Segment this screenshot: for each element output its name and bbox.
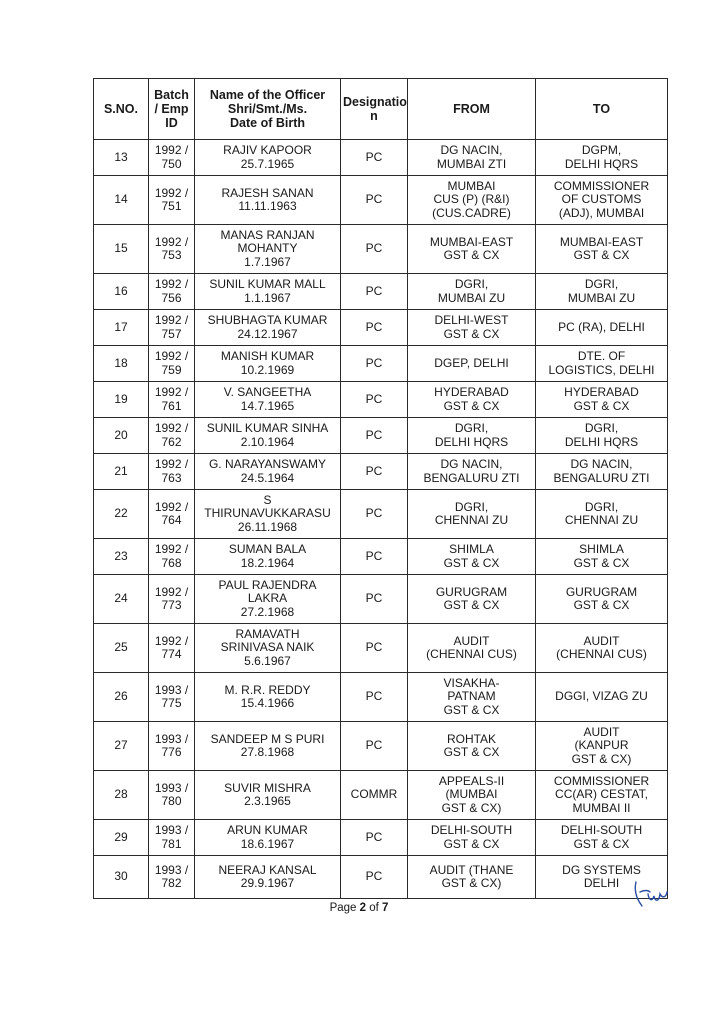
cell-batch: 1992 / 764	[149, 490, 195, 539]
table-row	[94, 382, 668, 418]
cell-from: ROHTAK GST & CX	[408, 722, 536, 771]
cell-to: DGPM, DELHI HQRS	[536, 140, 668, 176]
cell-to: AUDIT (KANPUR GST & CX)	[536, 722, 668, 771]
cell-name: SUNIL KUMAR MALL 1.1.1967	[195, 274, 341, 310]
table-row	[94, 539, 668, 575]
table-row	[94, 225, 668, 274]
cell-to: DTE. OF LOGISTICS, DELHI	[536, 346, 668, 382]
cell-sno: 27	[94, 722, 149, 771]
cell-name: M. R.R. REDDY 15.4.1966	[195, 673, 341, 722]
cell-to: COMMISSIONER OF CUSTOMS (ADJ), MUMBAI	[536, 176, 668, 225]
cell-to: DELHI-SOUTH GST & CX	[536, 820, 668, 856]
cell-batch: 1992 / 753	[149, 225, 195, 274]
cell-to: DGRI, MUMBAI ZU	[536, 274, 668, 310]
cell-to: DGGI, VIZAG ZU	[536, 673, 668, 722]
cell-to: AUDIT (CHENNAI CUS)	[536, 624, 668, 673]
cell-from: GURUGRAM GST & CX	[408, 575, 536, 624]
cell-batch: 1993 / 776	[149, 722, 195, 771]
cell-sno: 25	[94, 624, 149, 673]
cell-batch: 1992 / 763	[149, 454, 195, 490]
cell-name: S THIRUNAVUKKARASU 26.11.1968	[195, 490, 341, 539]
cell-sno: 29	[94, 820, 149, 856]
cell-to: PC (RA), DELHI	[536, 310, 668, 346]
cell-from: APPEALS-II (MUMBAI GST & CX)	[408, 771, 536, 820]
cell-designation: PC	[341, 856, 408, 899]
cell-sno: 26	[94, 673, 149, 722]
table-row	[94, 418, 668, 454]
cell-designation: PC	[341, 722, 408, 771]
table-row	[94, 176, 668, 225]
header-from: FROM	[408, 79, 536, 140]
cell-batch: 1992 / 759	[149, 346, 195, 382]
table-row	[94, 274, 668, 310]
cell-designation: PC	[341, 575, 408, 624]
cell-designation: PC	[341, 820, 408, 856]
cell-batch: 1992 / 761	[149, 382, 195, 418]
footer-middle: of	[366, 902, 383, 914]
table-row	[94, 673, 668, 722]
cell-to: MUMBAI-EAST GST & CX	[536, 225, 668, 274]
cell-name: NEERAJ KANSAL 29.9.1967	[195, 856, 341, 899]
header-name: Name of the Officer Shri/Smt./Ms. Date of Birth	[195, 79, 341, 140]
cell-batch: 1992 / 773	[149, 575, 195, 624]
table-row	[94, 575, 668, 624]
cell-name: SHUBHAGTA KUMAR 24.12.1967	[195, 310, 341, 346]
cell-designation: PC	[341, 418, 408, 454]
cell-designation: PC	[341, 310, 408, 346]
cell-from: DGEP, DELHI	[408, 346, 536, 382]
cell-designation: PC	[341, 346, 408, 382]
cell-batch: 1993 / 782	[149, 856, 195, 899]
cell-sno: 13	[94, 140, 149, 176]
header-designation: Designatio n	[341, 79, 408, 140]
table-row	[94, 490, 668, 539]
cell-name: RAMAVATH SRINIVASA NAIK 5.6.1967	[195, 624, 341, 673]
cell-from: AUDIT (CHENNAI CUS)	[408, 624, 536, 673]
cell-to: SHIMLA GST & CX	[536, 539, 668, 575]
table-row	[94, 454, 668, 490]
cell-batch: 1992 / 774	[149, 624, 195, 673]
table-row	[94, 310, 668, 346]
table-row	[94, 624, 668, 673]
cell-batch: 1992 / 762	[149, 418, 195, 454]
cell-designation: PC	[341, 539, 408, 575]
cell-name: SANDEEP M S PURI 27.8.1968	[195, 722, 341, 771]
cell-sno: 30	[94, 856, 149, 899]
cell-from: DELHI-WEST GST & CX	[408, 310, 536, 346]
cell-from: DG NACIN, MUMBAI ZTI	[408, 140, 536, 176]
cell-sno: 21	[94, 454, 149, 490]
cell-designation: PC	[341, 454, 408, 490]
footer-current-page: 2	[359, 902, 367, 914]
cell-sno: 24	[94, 575, 149, 624]
cell-sno: 18	[94, 346, 149, 382]
cell-to: COMMISSIONER CC(AR) CESTAT, MUMBAI II	[536, 771, 668, 820]
cell-sno: 28	[94, 771, 149, 820]
cell-name: RAJESH SANAN 11.11.1963	[195, 176, 341, 225]
cell-sno: 20	[94, 418, 149, 454]
cell-from: AUDIT (THANE GST & CX)	[408, 856, 536, 899]
cell-designation: PC	[341, 490, 408, 539]
table-row	[94, 856, 668, 899]
header-sno: S.NO.	[94, 79, 149, 140]
cell-name: MANISH KUMAR 10.2.1969	[195, 346, 341, 382]
cell-to: DG SYSTEMS DELHI	[536, 856, 668, 899]
cell-from: DELHI-SOUTH GST & CX	[408, 820, 536, 856]
transfer-table	[93, 78, 668, 899]
cell-from: VISAKHA- PATNAM GST & CX	[408, 673, 536, 722]
cell-batch: 1992 / 751	[149, 176, 195, 225]
cell-from: DG NACIN, BENGALURU ZTI	[408, 454, 536, 490]
cell-from: MUMBAI CUS (P) (R&I) (CUS.CADRE)	[408, 176, 536, 225]
cell-name: G. NARAYANSWAMY 24.5.1964	[195, 454, 341, 490]
cell-name: MANAS RANJAN MOHANTY 1.7.1967	[195, 225, 341, 274]
table-row	[94, 722, 668, 771]
cell-to: DGRI, DELHI HQRS	[536, 418, 668, 454]
cell-sno: 15	[94, 225, 149, 274]
cell-designation: PC	[341, 382, 408, 418]
header-row	[94, 79, 668, 140]
cell-name: SUMAN BALA 18.2.1964	[195, 539, 341, 575]
cell-batch: 1993 / 780	[149, 771, 195, 820]
cell-sno: 14	[94, 176, 149, 225]
cell-designation: PC	[341, 140, 408, 176]
cell-name: SUVIR MISHRA 2.3.1965	[195, 771, 341, 820]
cell-batch: 1992 / 756	[149, 274, 195, 310]
cell-name: PAUL RAJENDRA LAKRA 27.2.1968	[195, 575, 341, 624]
cell-to: DGRI, CHENNAI ZU	[536, 490, 668, 539]
cell-to: GURUGRAM GST & CX	[536, 575, 668, 624]
cell-from: SHIMLA GST & CX	[408, 539, 536, 575]
cell-from: HYDERABAD GST & CX	[408, 382, 536, 418]
cell-sno: 19	[94, 382, 149, 418]
table-row	[94, 140, 668, 176]
cell-batch: 1992 / 750	[149, 140, 195, 176]
cell-sno: 23	[94, 539, 149, 575]
cell-designation: PC	[341, 274, 408, 310]
cell-designation: PC	[341, 225, 408, 274]
header-to: TO	[536, 79, 668, 140]
cell-designation: PC	[341, 176, 408, 225]
cell-name: V. SANGEETHA 14.7.1965	[195, 382, 341, 418]
cell-name: ARUN KUMAR 18.6.1967	[195, 820, 341, 856]
cell-from: DGRI, CHENNAI ZU	[408, 490, 536, 539]
cell-designation: PC	[341, 673, 408, 722]
header-batch: Batch / Emp ID	[149, 79, 195, 140]
cell-designation: COMMR	[341, 771, 408, 820]
cell-batch: 1992 / 768	[149, 539, 195, 575]
cell-name: SUNIL KUMAR SINHA 2.10.1964	[195, 418, 341, 454]
footer-prefix: Page	[329, 902, 360, 914]
table-body	[94, 140, 668, 899]
page-footer	[0, 902, 718, 914]
table-row	[94, 820, 668, 856]
footer-total-pages: 7	[382, 902, 389, 914]
table-row	[94, 346, 668, 382]
cell-sno: 16	[94, 274, 149, 310]
table-row	[94, 771, 668, 820]
cell-name: RAJIV KAPOOR 25.7.1965	[195, 140, 341, 176]
cell-sno: 17	[94, 310, 149, 346]
cell-sno: 22	[94, 490, 149, 539]
cell-from: MUMBAI-EAST GST & CX	[408, 225, 536, 274]
cell-to: HYDERABAD GST & CX	[536, 382, 668, 418]
cell-batch: 1993 / 775	[149, 673, 195, 722]
cell-designation: PC	[341, 624, 408, 673]
cell-from: DGRI, MUMBAI ZU	[408, 274, 536, 310]
cell-to: DG NACIN, BENGALURU ZTI	[536, 454, 668, 490]
cell-from: DGRI, DELHI HQRS	[408, 418, 536, 454]
cell-batch: 1993 / 781	[149, 820, 195, 856]
cell-batch: 1992 / 757	[149, 310, 195, 346]
